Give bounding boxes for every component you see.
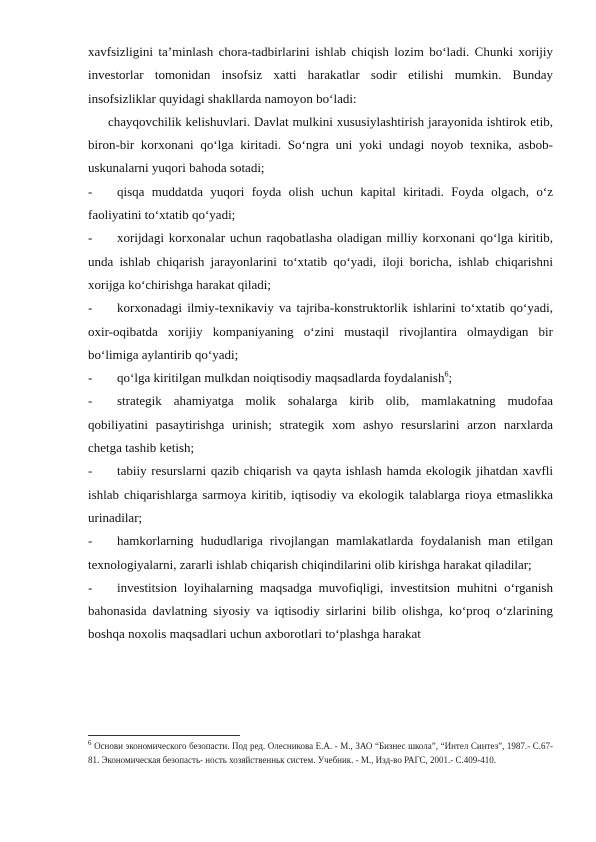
list-item xyxy=(88,389,553,459)
list-item xyxy=(88,459,553,529)
list-item xyxy=(88,180,553,227)
footnote xyxy=(88,740,553,767)
dash-marker: - xyxy=(88,463,93,479)
list-item xyxy=(88,296,553,366)
footnote-divider xyxy=(88,735,240,736)
page-body xyxy=(88,40,553,646)
list-item xyxy=(88,576,553,646)
dash-marker: - xyxy=(88,579,93,595)
footnote-text: Основи экономического безопасти. Под ред. Олесникова Е.А. - М., ЗАО “Бизнес школа”, “Интел Синтез”, 1987.- С.67-81. Экономичеcкая безопасть- ность хозяйственньк систем. Учебник. - М., Изд-во РАГС, 2001.- С.409-410. xyxy=(88,741,553,765)
list-item-text: strategik ahamiyatga molik sohalarga kirib olib, mamlakatning mudofaa qobiliyatini pasaytirishga urinish; strategik xom ashyo resurslarini arzon narxlarda chetga tashib ketish; xyxy=(88,393,553,456)
dash-marker: - xyxy=(88,533,93,549)
list-item-text: xorijdagi korxonalar uchun raqobatlasha oladigan milliy korxonani qo‘lga kiritib, unda ishlab chiqarish jarayonlarini to‘xtatib qo‘yadi, iloji boricha, ishlab chiqarishni xorijga ko‘chirishga harakat qiladi; xyxy=(88,230,553,292)
list-item-text: qisqa muddatda yuqori foyda olish uchun kapital kiritadi. Foyda olgach, o‘z faoliyatini to‘xtatib qo‘yadi; xyxy=(88,183,553,223)
dash-marker: - xyxy=(88,300,93,316)
list-item-text: qo‘lga kiritilgan mulkdan noiqtisodiy maqsadlarda foydalanish xyxy=(117,370,445,386)
list-item-text: korxonadagi ilmiy-texnikaviy va tajriba-konstruktorlik ishlarini to‘xtatib qo‘yadi, oxir-oqibatda xorijiy kompaniyaning o‘zini mustaqil rivojlantira olmaydigan bir bo‘limiga aylantirib qo‘yadi; xyxy=(88,300,553,362)
dash-marker: - xyxy=(88,393,93,409)
list-item-text: investitsion loyihalarning maqsadga muvofiqligi, investitsion muhitni o‘rganish bahonasida davlatning siyosiy va iqtisodiy sirlarini bilib olishga, ko‘proq o‘zlarining boshqa noxolis maqsadlari uchun axborotlari to‘plashga harakat xyxy=(88,579,553,642)
paragraph-intro: xavfsizligini ta’minlash chora-tadbirlarini ishlab chiqish lozim bo‘ladi. Chunki xorijiy investorlar tomonidan insofsiz xatti harakatlar sodir etilishi mumkin. Bunday insofsizliklar quyidagi shakllarda namoyon bo‘ladi: xyxy=(88,44,553,106)
list-item xyxy=(88,366,553,389)
dash-marker: - xyxy=(88,230,93,246)
footnote-number: 6 xyxy=(88,739,92,747)
paragraph-speculation: chayqovchilik kelishuvlari. Davlat mulkini xususiylashtirish jarayonida ishtirok etib, biron-bir korxonani qo‘lga kiritadi. So‘ngra uni yoki undagi noyob texnika, asbob-uskunalarni yuqori bahoda sotadi; xyxy=(88,113,553,176)
list-item-suffix: ; xyxy=(448,370,453,386)
list-item-text: hamkorlarning hududlariga rivojlangan mamlakatlarda foydalanish man etilgan texnologiyalarni, zararli ishlab chiqarish chiqindilarini olib kirishga harakat qiladilar; xyxy=(88,533,553,572)
footnote-reference[interactable]: 6 xyxy=(444,369,449,379)
list-item-text: tabiiy resurslarni qazib chiqarish va qayta ishlash hamda ekologik jihatdan xavfli ishlab chiqarishlarga sarmoya kiritib, iqtisodiy va ekologik talablarga rioya etmaslikka urinadilar; xyxy=(88,463,553,525)
list-item xyxy=(88,529,553,576)
dash-marker: - xyxy=(88,370,93,386)
dash-marker: - xyxy=(88,183,93,199)
list-item xyxy=(88,226,553,296)
